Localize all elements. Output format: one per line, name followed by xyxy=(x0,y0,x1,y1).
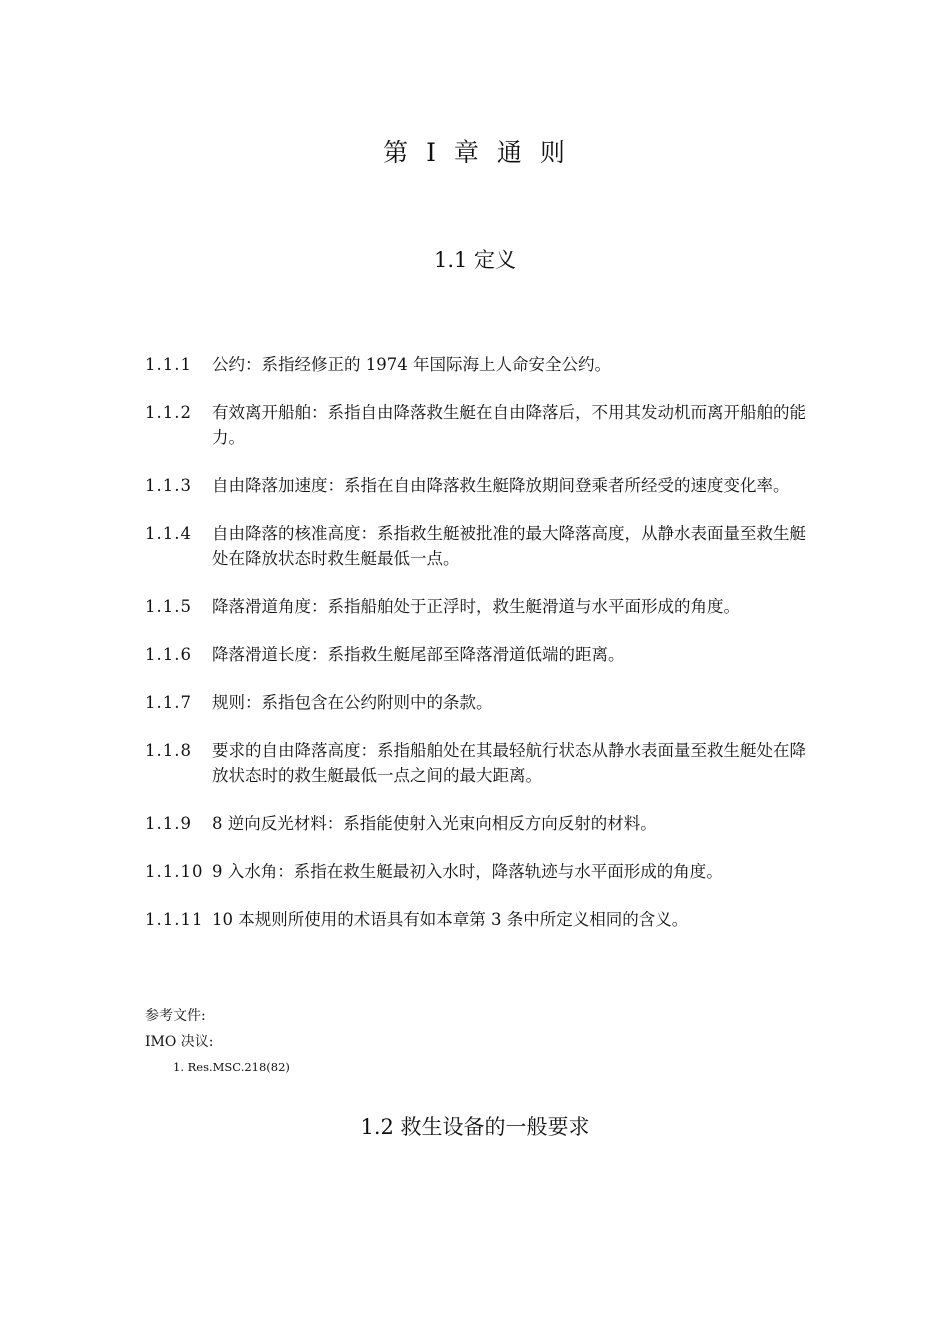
clause-text: 降落滑道长度：系指救生艇尾部至降落滑道低端的距离。 xyxy=(212,645,625,664)
chapter-title: 第 I 章 通 则 xyxy=(383,138,567,167)
section-title-general-requirements: 1.2 救生设备的一般要求 xyxy=(360,1115,590,1139)
reference-item: 1. Res.MSC.218(82) xyxy=(173,1060,290,1074)
clause-number: 1.1.7 xyxy=(145,693,192,712)
references-block xyxy=(145,1003,290,1077)
clause-item xyxy=(145,400,815,450)
clause-number: 1.1.8 xyxy=(145,741,192,760)
clause-number: 1.1.3 xyxy=(145,476,192,495)
clause-number: 1.1.6 xyxy=(145,645,192,664)
clause-text: 公约：系指经修正的 1974 年国际海上人命安全公约。 xyxy=(212,355,611,374)
clause-text: 要求的自由降落高度：系指船舶处在其最轻航行状态从静水表面量至救生艇处在降放状态时的救生艇最低一点之间的最大距离。 xyxy=(212,741,806,785)
clause-number: 1.1.4 xyxy=(145,524,192,543)
clause-text: 10 本规则所使用的术语具有如本章第 3 条中所定义相同的含义。 xyxy=(212,910,689,929)
imo-resolutions-label: IMO 决议: xyxy=(145,1034,214,1050)
clause-item xyxy=(145,690,815,715)
clause-text: 自由降落的核准高度：系指救生艇被批准的最大降落高度，从静水表面量至救生艇处在降放状态时救生艇最低一点。 xyxy=(212,524,806,568)
clause-number: 1.1.2 xyxy=(145,403,192,422)
clause-item xyxy=(145,352,815,377)
clause-item xyxy=(145,907,815,932)
clause-item xyxy=(145,642,815,667)
clause-number: 1.1.11 xyxy=(145,910,204,929)
clause-item xyxy=(145,738,815,788)
clause-text: 规则：系指包含在公约附则中的条款。 xyxy=(212,693,493,712)
clause-item xyxy=(145,811,815,836)
clause-item xyxy=(145,473,815,498)
references-heading: 参考文件: xyxy=(145,1008,206,1024)
clause-item xyxy=(145,521,815,571)
clause-number: 1.1.9 xyxy=(145,814,192,833)
section-title-definitions: 1.1 定义 xyxy=(433,248,517,272)
clause-item xyxy=(145,594,815,619)
clause-item xyxy=(145,859,815,884)
clause-list xyxy=(145,352,815,955)
clause-text: 降落滑道角度：系指船舶处于正浮时，救生艇滑道与水平面形成的角度。 xyxy=(212,597,740,616)
clause-text: 自由降落加速度：系指在自由降落救生艇降放期间登乘者所经受的速度变化率。 xyxy=(212,476,790,495)
clause-text: 有效离开船舶：系指自由降落救生艇在自由降落后，不用其发动机而离开船舶的能力。 xyxy=(212,403,806,447)
clause-text: 9 入水角：系指在救生艇最初入水时，降落轨迹与水平面形成的角度。 xyxy=(212,862,723,881)
clause-text: 8 逆向反光材料：系指能使射入光束向相反方向反射的材料。 xyxy=(212,814,657,833)
clause-number: 1.1.1 xyxy=(145,355,192,374)
clause-number: 1.1.5 xyxy=(145,597,192,616)
clause-number: 1.1.10 xyxy=(145,862,204,881)
